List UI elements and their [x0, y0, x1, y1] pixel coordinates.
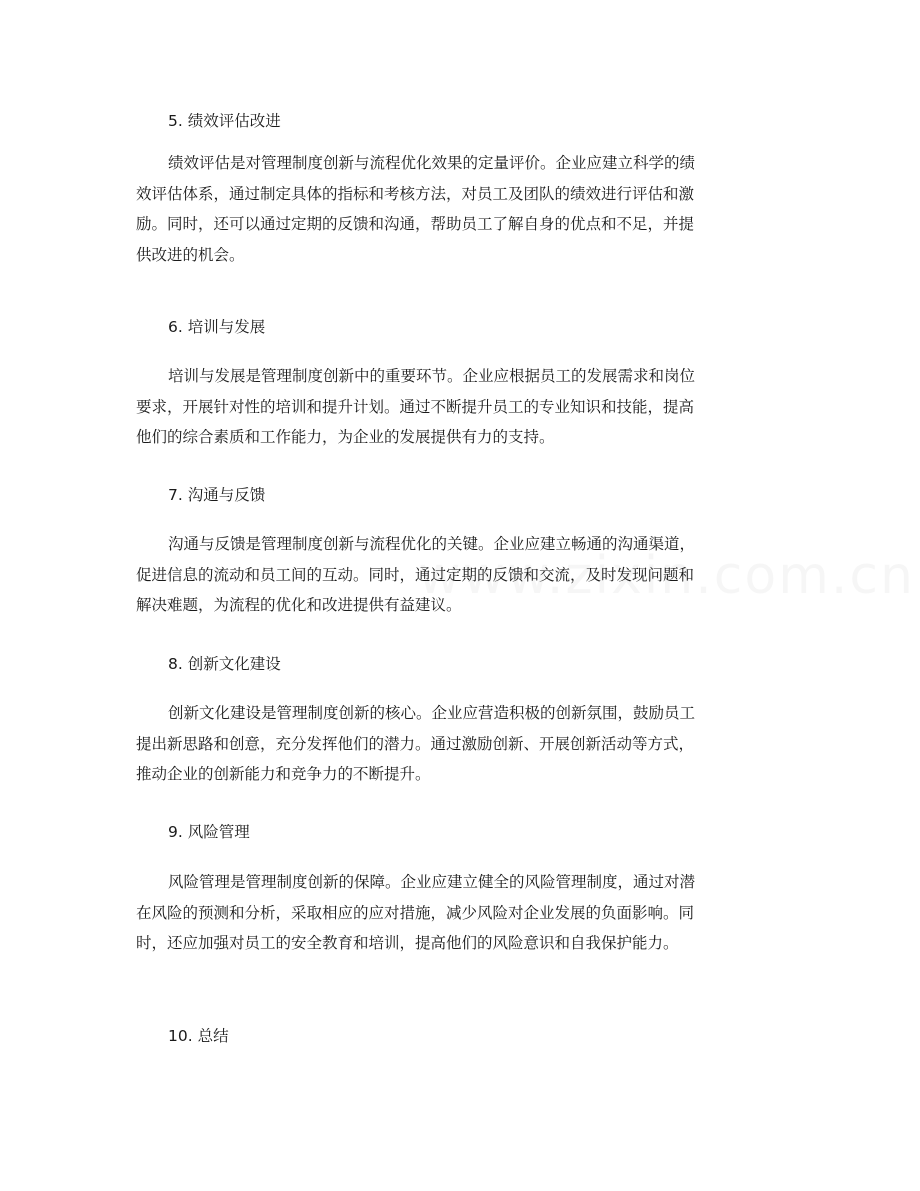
- paragraph-line: 他们的综合素质和工作能力，为企业的发展提供有力的支持。: [136, 428, 555, 446]
- section-9-paragraph: [136, 867, 754, 959]
- section-8-heading: 8. 创新文化建设: [168, 655, 281, 673]
- section-7-paragraph: [136, 529, 754, 621]
- section-9-heading: 9. 风险管理: [168, 823, 250, 841]
- paragraph-line: 沟通与反馈是管理制度创新与流程优化的关键。企业应建立畅通的沟通渠道，: [168, 535, 696, 553]
- section-8-paragraph: [136, 698, 754, 790]
- paragraph-line: 励。同时，还可以通过定期的反馈和沟通，帮助员工了解自身的优点和不足，并提: [136, 215, 695, 233]
- paragraph-line: 效评估体系，通过制定具体的指标和考核方法，对员工及团队的绩效进行评估和激: [136, 184, 695, 203]
- paragraph-line: 解决难题，为流程的优化和改进提供有益建议。: [136, 596, 462, 614]
- section-5-paragraph: [136, 148, 754, 270]
- paragraph-line: 风险管理是管理制度创新的保障。企业应建立健全的风险管理制度，通过对潜: [168, 873, 696, 891]
- section-10-heading: 10. 总结: [168, 1027, 229, 1045]
- paragraph-line: 促进信息的流动和员工间的互动。同时，通过定期的反馈和交流，及时发现问题和: [136, 565, 695, 584]
- section-7-heading: 7. 沟通与反馈: [168, 486, 266, 504]
- paragraph-line: 创新文化建设是管理制度创新的核心。企业应营造积极的创新氛围，鼓励员工: [168, 704, 696, 722]
- paragraph-line: 时，还应加强对员工的安全教育和培训，提高他们的风险意识和自我保护能力。: [136, 934, 679, 952]
- section-6-heading: 6. 培训与发展: [168, 318, 266, 336]
- section-6-paragraph: [136, 361, 754, 453]
- paragraph-line: 绩效评估是对管理制度创新与流程优化效果的定量评价。企业应建立科学的绩: [168, 154, 696, 172]
- paragraph-line: 供改进的机会。: [136, 245, 245, 264]
- paragraph-line: 要求，开展针对性的培训和提升计划。通过不断提升员工的专业知识和技能，提高: [136, 397, 695, 416]
- paragraph-line: 在风险的预测和分析，采取相应的应对措施，减少风险对企业发展的负面影响。同: [136, 903, 695, 922]
- paragraph-line: 推动企业的创新能力和竞争力的不断提升。: [136, 765, 431, 783]
- paragraph-line: 提出新思路和创意，充分发挥他们的潜力。通过激励创新、开展创新活动等方式，: [136, 734, 695, 753]
- section-5-heading: 5. 绩效评估改进: [168, 112, 281, 130]
- paragraph-line: 培训与发展是管理制度创新中的重要环节。企业应根据员工的发展需求和岗位: [168, 367, 696, 385]
